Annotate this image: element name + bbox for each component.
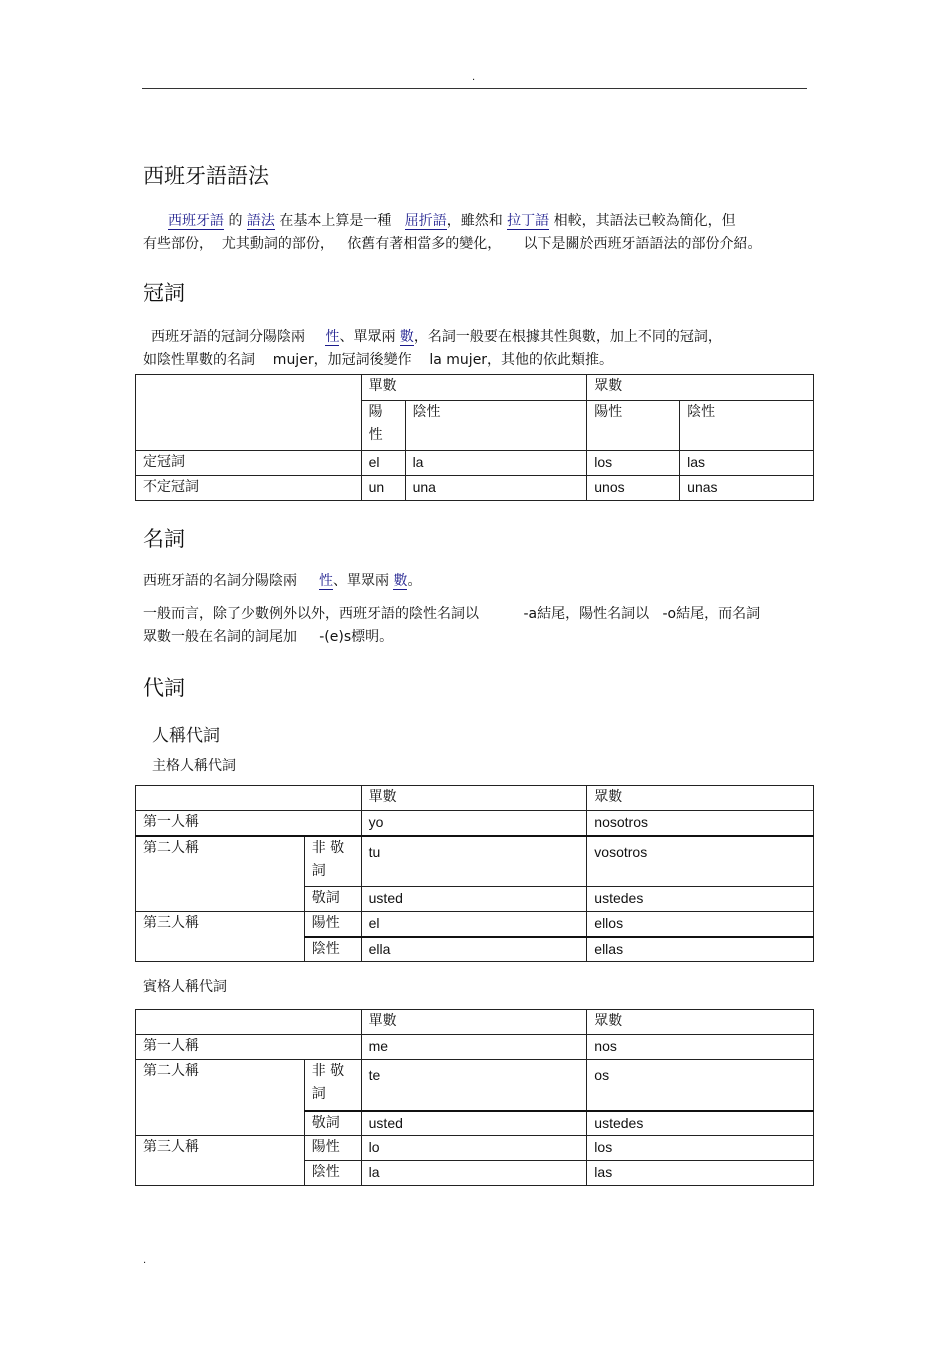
nom-corner-cell [136,786,362,811]
intro-text-1: 的 [228,213,243,229]
sub-label-formal: 敬詞 [304,1111,361,1136]
cell: ellos [587,912,814,937]
cell: lo [361,1136,587,1161]
caption-accusative: 賓格人稱代詞 [143,979,227,995]
link-spanish[interactable]: 西班牙語 [168,213,224,229]
cell: el [361,912,587,937]
cell: nos [587,1035,814,1060]
cell: los [587,451,680,476]
cell: el [361,451,405,476]
sub-label-fem: 陰性 [304,937,361,962]
articles-line-2: 如陰性單數的名詞 mujer，加冠詞後變作 la mujer，其他的依此類推。 [143,352,614,368]
row-label: 不定冠詞 [136,476,362,501]
cell: usted [361,887,587,912]
cell: una [405,476,587,501]
accusative-table [135,1009,814,1186]
cell: usted [361,1111,587,1136]
acc-header-singular: 單數 [361,1010,587,1035]
nouns-text-3: 。 [407,573,422,589]
acc-corner-cell [136,1010,362,1035]
footer-mark: . [143,1255,147,1266]
row-label: 第一人稱 [136,811,362,836]
intro-text-2: 在基本上算是一種 [279,213,392,229]
link-noun-gender[interactable]: 性 [319,573,333,589]
articles-header-fem-singular: 陰性 [405,401,587,451]
nominative-table [135,785,814,962]
intro-line-2: 有些部份， 尤其動詞的部份， 依舊有著相當多的變化， 以下是關於西班牙語語法的部份介紹。 [143,236,762,252]
header-mark: . [472,72,476,83]
articles-text-1: 西班牙語的冠詞分陽陰兩 [151,329,305,345]
row-label: 第三人稱 [136,1136,305,1186]
sub-label-informal: 非 敬 詞 [304,1060,361,1111]
link-number[interactable]: 數 [399,329,414,345]
header-rule [142,88,807,89]
cell: ustedes [587,887,814,912]
cell: ellas [587,937,814,962]
sub-label-masc: 陽性 [304,1136,361,1161]
cell: ella [361,937,587,962]
acc-header-plural: 眾數 [587,1010,814,1035]
cell: tu [361,836,587,887]
cell: os [587,1060,814,1111]
cell: nosotros [587,811,814,836]
section-heading-nouns: 名詞 [143,527,185,551]
intro-text-3: ，雖然和 [446,213,503,229]
table-row [136,912,814,937]
sub-label-informal: 非 敬 詞 [304,836,361,887]
link-inflectional[interactable]: 屈折語 [404,213,447,229]
articles-corner-cell [136,375,362,451]
link-grammar[interactable]: 語法 [246,213,275,229]
link-latin[interactable]: 拉丁語 [507,213,550,229]
intro-text-4: 相較，其語法已較為簡化，但 [553,213,736,229]
cell: la [361,1161,587,1186]
cell: las [680,451,814,476]
section-heading-articles: 冠詞 [143,281,185,305]
nom-header-plural: 眾數 [587,786,814,811]
table-row [136,811,814,836]
cell: las [587,1161,814,1186]
nouns-text-1: 西班牙語的名詞分陽陰兩 [143,573,297,589]
cell: me [361,1035,587,1060]
table-row [136,451,814,476]
nouns-text-2: 、單眾兩 [333,573,389,589]
nouns-p2-line-2: 眾數一般在名詞的詞尾加 -(e)s標明。 [143,629,394,645]
table-row [136,1136,814,1161]
table-row [136,1035,814,1060]
cell: ustedes [587,1111,814,1136]
link-gender[interactable]: 性 [325,329,340,345]
cell: la [405,451,587,476]
table-row [136,1060,814,1111]
cell: un [361,476,405,501]
row-label: 第一人稱 [136,1035,362,1060]
sub-label-formal: 敬詞 [304,887,361,912]
subheading-personal-pronouns: 人稱代詞 [152,726,220,746]
cell: te [361,1060,587,1111]
cell: yo [361,811,587,836]
row-label: 第二人稱 [136,1060,305,1136]
articles-header-masc-plural: 陽性 [587,401,680,451]
nouns-paragraph-2 [143,603,823,649]
articles-header-plural: 眾數 [587,375,814,401]
caption-nominative: 主格人稱代詞 [152,758,236,774]
row-label: 定冠詞 [136,451,362,476]
cell: vosotros [587,836,814,887]
row-label: 第二人稱 [136,836,305,912]
row-label: 第三人稱 [136,912,305,962]
nom-header-singular: 單數 [361,786,587,811]
articles-paragraph [143,326,823,372]
cell: unos [587,476,680,501]
cell: los [587,1136,814,1161]
articles-text-2: 、單眾兩 [339,329,396,345]
nouns-p2-line-1: 一般而言，除了少數例外以外，西班牙語的陰性名詞以 -a結尾，陽性名詞以 -o結尾，而名詞 [143,606,761,622]
articles-table [135,374,814,501]
section-heading-pronouns: 代詞 [143,676,185,700]
table-row [136,836,814,887]
articles-header-fem-plural: 陰性 [680,401,814,451]
articles-header-singular: 單數 [361,375,587,401]
intro-paragraph [143,210,823,256]
articles-text-3: ，名詞一般要在根據其性與數，加上不同的冠詞， [413,329,722,345]
table-row [136,476,814,501]
page-title: 西班牙語語法 [143,164,269,188]
cell: unas [680,476,814,501]
articles-header-masc-singular: 陽 性 [361,401,405,451]
link-noun-number[interactable]: 數 [393,573,408,589]
sub-label-fem: 陰性 [304,1161,361,1186]
sub-label-masc: 陽性 [304,912,361,937]
nouns-paragraph-1 [143,570,421,593]
